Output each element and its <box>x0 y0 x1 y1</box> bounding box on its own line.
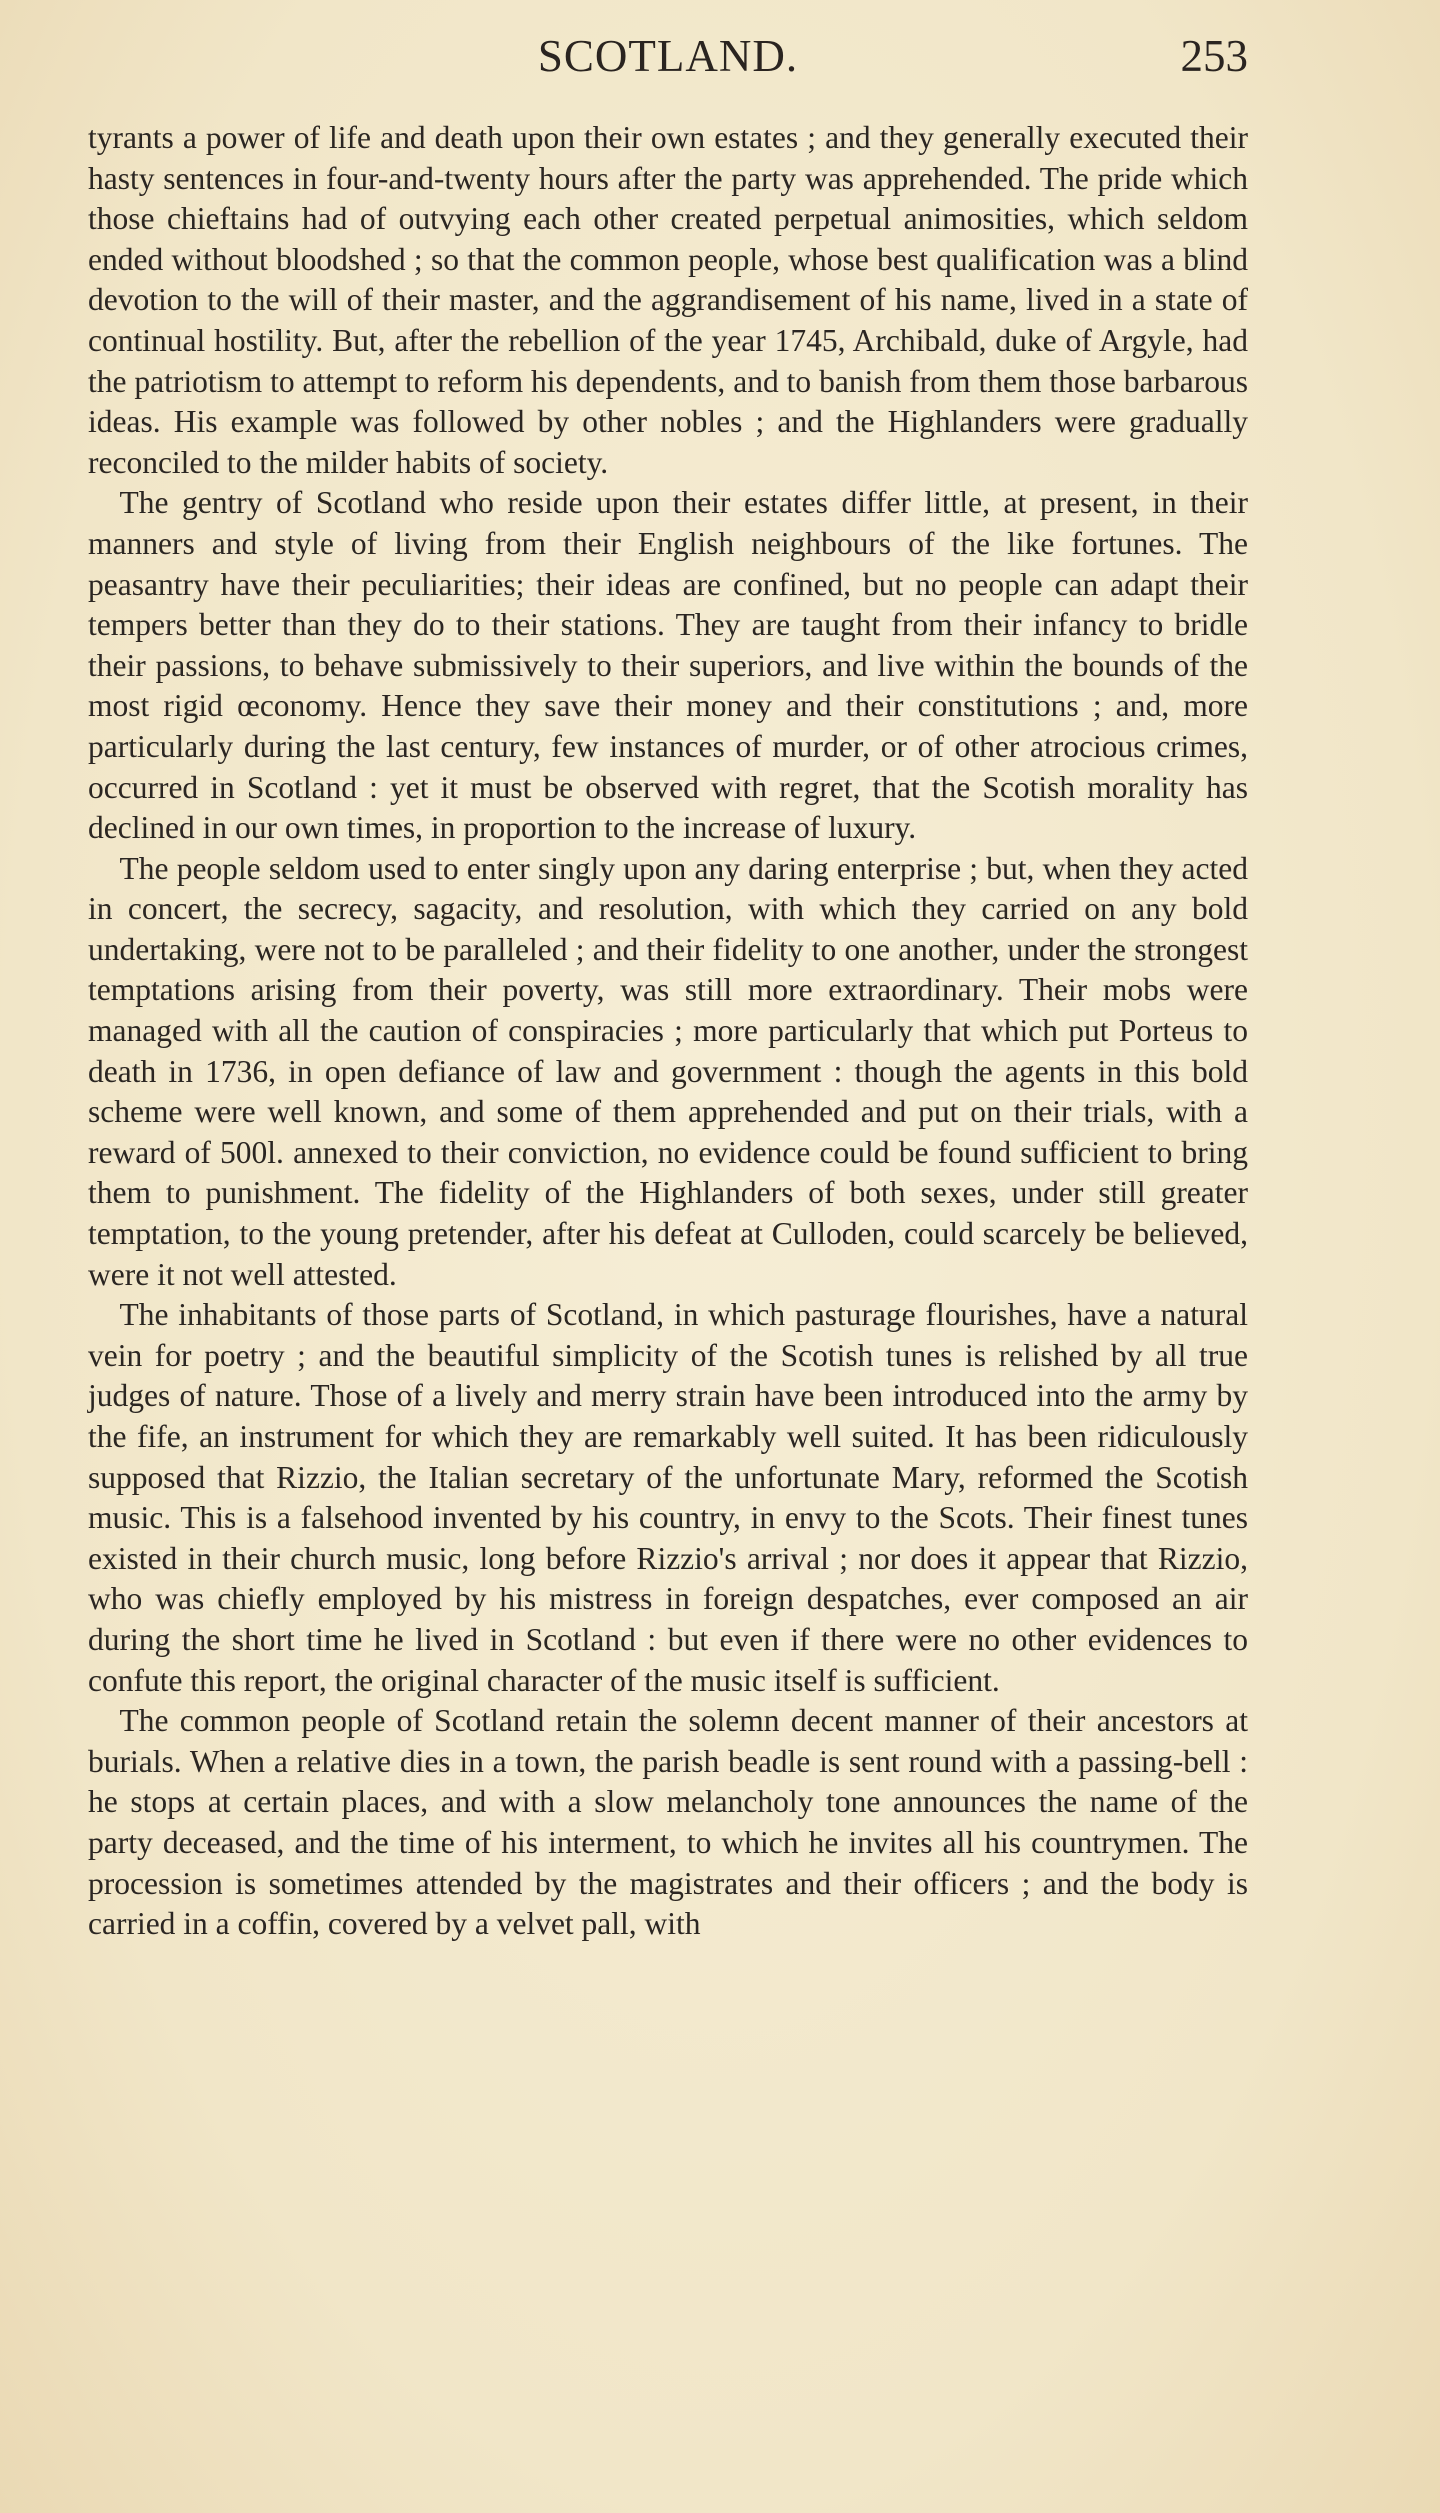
running-head: SCOTLAND. <box>537 31 799 81</box>
paragraph: The common people of Scotland retain the solemn decent manner of their ancestors at burials. When a relative dies in a town, the parish beadle is sent round with a passing-bell : he stops at certain places, and with a slow melancholy tone announces the name of the party deceased, and the time of his interment, to which he invites all his countrymen. The procession is sometimes attended by the magistrates and their officers ; and the body is carried in a coffin, covered by a velvet pall, with <box>88 1703 1248 1942</box>
body-text <box>88 118 1248 1945</box>
paragraph: The people seldom used to enter singly upon any daring enterprise ; but, when they acted in concert, the secrecy, sagacity, and resolution, with which they carried on any bold undertaking, were not to be paralleled ; and their fidelity to one another, under the strongest temptations arising from their poverty, was still more extraordinary. Their mobs were managed with all the caution of conspiracies ; more particularly that which put Porteus to death in 1736, in open defiance of law and government : though the agents in this bold scheme were well known, and some of them apprehended and put on their trials, with a reward of 500l. annexed to their conviction, no evidence could be found sufficient to bring them to punishment. The fidelity of the Highlanders of both sexes, under still greater temptation, to the young pretender, after his defeat at Culloden, could scarcely be believed, were it not well attested. <box>88 850 1248 1292</box>
paragraph: The inhabitants of those parts of Scotland, in which pasturage flourishes, have a natural vein for poetry ; and the beautiful simplicity of the Scotish tunes is relished by all true judges of nature. Those of a lively and merry strain have been introduced into the army by the fife, an instrument for which they are remarkably well suited. It has been ridiculously supposed that Rizzio, the Italian secretary of the unfortunate Mary, reformed the Scotish music. This is a falsehood invented by his country, in envy to the Scots. Their finest tunes existed in their church music, long before Rizzio's arrival ; nor does it appear that Rizzio, who was chiefly employed by his mistress in foreign despatches, ever composed an air during the short time he lived in Scotland : but even if there were no other evidences to confute this report, the original character of the music itself is sufficient. <box>88 1297 1248 1698</box>
paragraph: tyrants a power of life and death upon their own estates ; and they generally executed their hasty sentences in four-and-twenty hours after the party was apprehended. The pride which those chieftains had of outvying each other created perpetual animosities, which seldom ended without bloodshed ; so that the common people, whose best qualification was a blind devotion to the will of their master, and the aggrandisement of his name, lived in a state of continual hostility. But, after the rebellion of the year 1745, Archibald, duke of Argyle, had the patriotism to attempt to reform his dependents, and to banish from them those barbarous ideas. His example was followed by other nobles ; and the Highlanders were gradually reconciled to the milder habits of society. <box>88 120 1248 480</box>
page-number: 253 <box>1180 31 1248 81</box>
page-header <box>88 30 1248 90</box>
paragraph: The gentry of Scotland who reside upon their estates differ little, at present, in their manners and style of living from their English neighbours of the like fortunes. The peasantry have their peculiarities; their ideas are confined, but no people can adapt their tempers better than they do to their stations. They are taught from their infancy to bridle their passions, to behave submissively to their superiors, and live within the bounds of the most rigid œconomy. Hence they save their money and their constitutions ; and, more particularly during the last century, few instances of murder, or of other atrocious crimes, occurred in Scotland : yet it must be observed with regret, that the Scotish morality has declined in our own times, in proportion to the increase of luxury. <box>88 485 1248 846</box>
